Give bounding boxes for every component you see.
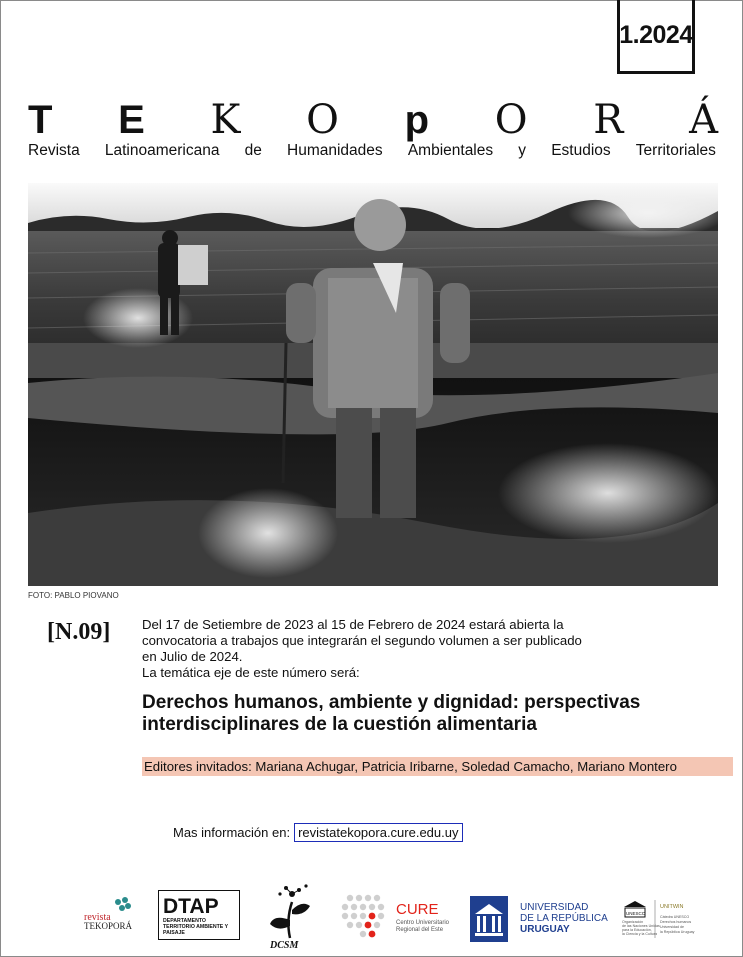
intro-line: La temática eje de este número será:: [142, 665, 360, 680]
theme-line: interdisciplinares de la cuestión alimentaria: [142, 714, 537, 735]
subtitle-word: de: [244, 142, 262, 159]
dtap-subtitle-1: DEPARTAMENTO: [163, 918, 206, 924]
cure-subtitle-1: Centro Universitario: [396, 920, 450, 926]
dtap-subtitle-2: TERRITORIO AMBIENTE Y PAISAJE: [163, 924, 228, 936]
partner-logos: [0, 880, 743, 950]
subtitle-word: Humanidades: [287, 142, 383, 159]
unesco-chair-line-1: Cátedra UNESCO: [660, 915, 690, 919]
subtitle-word: Latinoamericana: [104, 142, 220, 159]
photo-credit: [28, 591, 119, 600]
unesco-small-2: de las Naciones Unidas: [622, 924, 660, 928]
revista-tekopora-emblem-icon: [84, 896, 144, 932]
intro-line: convocatoria a trabajos que integrarán el segundo volumen a ser publicado: [142, 633, 582, 648]
cure-subtitle-2: Regional del Este: [396, 927, 444, 933]
revista-logo-word: revista: [84, 912, 111, 923]
website-link[interactable]: revistatekopora.cure.edu.uy: [294, 823, 462, 842]
issue-label: 1.2024: [617, 0, 695, 74]
dtap-title: DTAP: [163, 895, 219, 918]
masthead-letter: O: [494, 97, 528, 143]
masthead-subtitle: [28, 142, 716, 160]
more-info-label: Mas información en:: [173, 825, 291, 840]
intro-line: Del 17 de Setiembre de 2023 al 15 de Febrero de 2024 estará abierta la: [142, 617, 564, 632]
subtitle-word: Revista: [28, 142, 80, 159]
more-info: [173, 823, 463, 842]
subtitle-word: y: [518, 142, 527, 159]
masthead-letter: E: [118, 98, 145, 142]
masthead-letter: O: [306, 97, 339, 143]
cover-photo: [28, 183, 718, 586]
unesco-small-1: Organización: [622, 920, 644, 924]
tekopora-logo-word: TEKOPORÁ: [84, 921, 133, 931]
unitwin-label: UNITWIN: [660, 904, 684, 910]
unesco-small-4: la Ciencia y la Cultura: [622, 932, 657, 936]
subtitle-word: Ambientales: [407, 142, 494, 159]
masthead-letter: T: [28, 98, 53, 142]
cover-photo-illustration: [28, 183, 718, 586]
unesco-chair-line-2: Derechos humanos: [660, 920, 692, 924]
cure-dots-icon: [340, 892, 450, 942]
issue-number: [N.09]: [47, 619, 111, 645]
issue-theme: [142, 692, 722, 736]
masthead-title: [28, 97, 718, 143]
revista-tekopora-logo: [84, 896, 144, 932]
theme-line: Derechos humanos, ambiente y dignidad: perspectivas: [142, 692, 641, 713]
dtap-logo: [158, 890, 240, 940]
udelar-line-3: URUGUAY: [520, 924, 570, 935]
masthead-letter: Á: [689, 97, 718, 143]
photo-credit-name: PABLO PIOVANO: [54, 591, 119, 600]
dcsm-logo: [266, 880, 316, 950]
subtitle-word: Estudios: [551, 142, 611, 159]
unesco-chair-logo: [622, 898, 702, 942]
guest-editors: Editores invitados: Mariana Achugar, Patricia Iribarne, Soledad Camacho, Mariano Montero: [142, 757, 733, 776]
masthead-letter: K: [210, 97, 241, 143]
unesco-label: UNESCO: [626, 911, 646, 916]
cure-logo: [340, 892, 450, 942]
udelar-line-2: DE LA REPÚBLICA: [520, 913, 608, 924]
masthead-letter: R: [593, 97, 624, 143]
unesco-small-3: para la Educación,: [622, 928, 652, 932]
unesco-chair-line-3: Universidad de: [660, 925, 684, 929]
udelar-line-1: UNIVERSIDAD: [520, 902, 589, 913]
masthead-letter: p: [404, 98, 430, 142]
udelar-building-icon: [470, 896, 610, 942]
cure-title: CURE: [396, 901, 439, 918]
dcsm-plant-icon: [266, 880, 316, 950]
photo-credit-label: FOTO:: [28, 591, 53, 600]
unesco-temple-icon: [622, 898, 702, 942]
dcsm-label: DCSM: [270, 940, 299, 950]
unesco-chair-line-4: la República Uruguay: [660, 930, 695, 934]
subtitle-word: Territoriales: [635, 142, 716, 159]
udelar-logo: [470, 896, 610, 942]
intro-line: en Julio de 2024.: [142, 649, 243, 664]
call-intro: [142, 617, 662, 681]
